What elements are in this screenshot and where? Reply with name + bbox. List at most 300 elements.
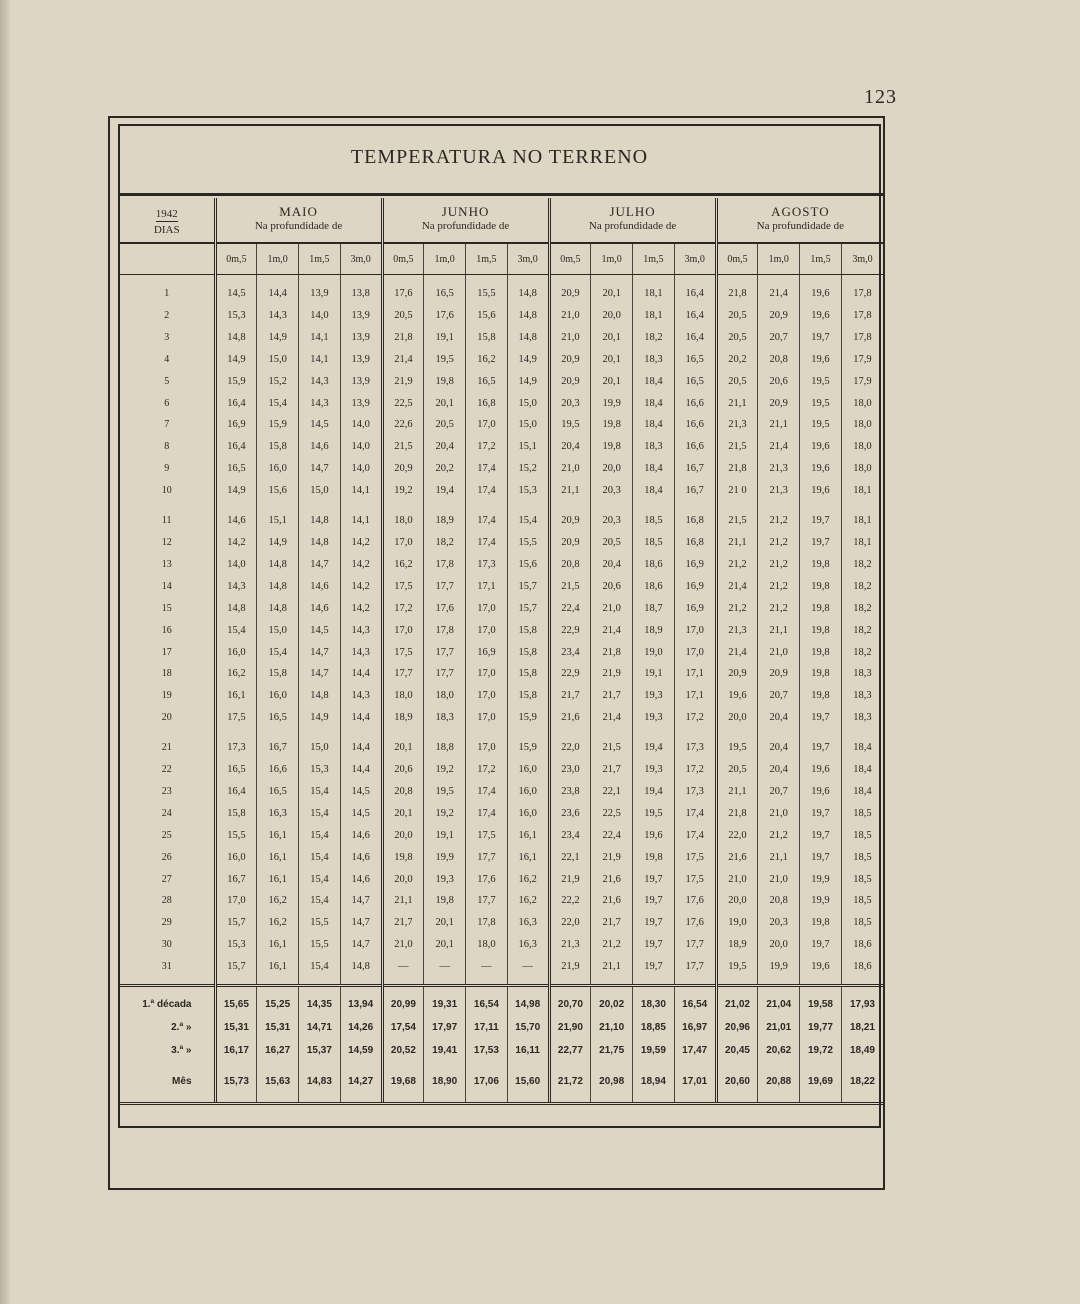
temperature-value: 14,9	[507, 371, 549, 393]
decade-gap	[120, 729, 883, 737]
temperature-value: 19,9	[800, 869, 842, 891]
spacer-cell	[507, 502, 549, 510]
temperature-value: 21,0	[549, 327, 591, 349]
spacer-cell	[674, 275, 716, 284]
temperature-value: 14,9	[257, 532, 299, 554]
temperature-value: 14,7	[340, 912, 382, 934]
temperature-value: 20,0	[591, 458, 633, 480]
temperature-value: 21,01	[758, 1016, 800, 1039]
temperature-value: 14,9	[215, 480, 257, 502]
spacer-cell	[758, 978, 800, 986]
temperature-value: 22,77	[549, 1039, 591, 1062]
temperature-value: 19,6	[800, 458, 842, 480]
temperature-value: 21,90	[549, 1016, 591, 1039]
spacer-cell	[674, 729, 716, 737]
temperature-value: 21,0	[382, 934, 424, 956]
depth-header-cell: 0m,5	[716, 243, 758, 275]
temperature-value: 18,4	[841, 759, 883, 781]
temperature-value: 22,1	[591, 781, 633, 803]
spacer-cell	[800, 729, 842, 737]
temperature-value: 22,9	[549, 663, 591, 685]
temperature-value: 17,0	[466, 685, 508, 707]
temperature-value: 15,7	[507, 598, 549, 620]
temperature-value: 21,9	[549, 869, 591, 891]
depth-header-cell: 3m,0	[841, 243, 883, 275]
temperature-value: 14,6	[299, 598, 341, 620]
temperature-value: 16,5	[674, 371, 716, 393]
day-row	[120, 642, 883, 664]
temperature-value: 16,5	[215, 458, 257, 480]
temperature-value: 18,0	[382, 685, 424, 707]
temperature-value: 22,0	[549, 912, 591, 934]
temperature-value: 21,5	[716, 510, 758, 532]
summary-row	[120, 1016, 883, 1039]
page-number: 123	[864, 86, 897, 108]
day-number: 19	[161, 690, 172, 702]
temperature-value: 20,4	[549, 436, 591, 458]
summary-label: 2.ª »	[171, 1022, 192, 1034]
temperature-value: 19,5	[549, 414, 591, 436]
spacer-cell	[633, 275, 675, 284]
temperature-value: 16,1	[215, 685, 257, 707]
temperature-value: 17,0	[466, 620, 508, 642]
temperature-table	[120, 198, 883, 1105]
spacer-cell	[716, 729, 758, 737]
temperature-value: 17,5	[215, 707, 257, 729]
temperature-value: 17,4	[466, 510, 508, 532]
temperature-value: 17,11	[466, 1016, 508, 1039]
temperature-value: 20,9	[758, 305, 800, 327]
temperature-value: 21,9	[549, 956, 591, 978]
temperature-value: 15,65	[215, 986, 257, 1017]
temperature-value: 20,96	[716, 1016, 758, 1039]
spacer-cell	[549, 729, 591, 737]
depth-header-cell: 1m,5	[299, 243, 341, 275]
day-row	[120, 327, 883, 349]
temperature-value: 20,1	[424, 934, 466, 956]
temperature-value: 19,6	[716, 685, 758, 707]
temperature-value: 22,5	[382, 393, 424, 415]
temperature-value: 13,8	[340, 283, 382, 305]
temperature-value: 21,6	[549, 707, 591, 729]
temperature-value: 18,4	[841, 781, 883, 803]
temperature-value: 13,9	[299, 283, 341, 305]
temperature-value: 14,6	[340, 847, 382, 869]
day-number: 23	[161, 785, 172, 797]
temperature-value: 16,4	[674, 305, 716, 327]
temperature-value: 15,3	[215, 934, 257, 956]
temperature-value: 20,1	[424, 393, 466, 415]
day-number: 21	[161, 742, 172, 754]
temperature-value: 14,98	[507, 986, 549, 1017]
temperature-value: 14,2	[340, 598, 382, 620]
temperature-value: 19,77	[800, 1016, 842, 1039]
month-header-maio: MAIO	[215, 198, 382, 220]
depth-caption: Na profundidade de	[382, 220, 549, 243]
temperature-value: 14,0	[299, 305, 341, 327]
temperature-value: 18,0	[424, 685, 466, 707]
day-number: 3	[164, 331, 170, 343]
temperature-value: 21,5	[382, 436, 424, 458]
temperature-value: 14,26	[340, 1016, 382, 1039]
temperature-value: 22,1	[549, 847, 591, 869]
temperature-value: 15,73	[215, 1062, 257, 1104]
temperature-value: —	[424, 956, 466, 978]
temperature-value: 15,8	[507, 642, 549, 664]
temperature-value: 21,3	[758, 480, 800, 502]
temperature-value: 17,2	[466, 759, 508, 781]
temperature-value: 22,4	[591, 825, 633, 847]
temperature-value: 20,8	[549, 554, 591, 576]
month-header-julho: JULHO	[549, 198, 716, 220]
spacer-cell	[424, 502, 466, 510]
temperature-value: 16,5	[215, 759, 257, 781]
temperature-value: 16,1	[257, 869, 299, 891]
temperature-value: 15,3	[299, 759, 341, 781]
temperature-value: —	[382, 956, 424, 978]
temperature-value: 16,1	[257, 825, 299, 847]
spacer-cell	[549, 275, 591, 284]
temperature-value: 17,5	[674, 847, 716, 869]
day-number: 25	[161, 829, 172, 841]
temperature-value: 14,9	[299, 707, 341, 729]
day-row	[120, 283, 883, 305]
temperature-value: 15,3	[215, 305, 257, 327]
temperature-value: 15,63	[257, 1062, 299, 1104]
temperature-value: 20,8	[758, 349, 800, 371]
temperature-value: 20,0	[591, 305, 633, 327]
temperature-value: 20,99	[382, 986, 424, 1017]
temperature-value: 18,85	[633, 1016, 675, 1039]
spacer-cell	[299, 729, 341, 737]
temperature-value: 23,0	[549, 759, 591, 781]
spacer-cell	[591, 729, 633, 737]
temperature-value: 13,9	[340, 371, 382, 393]
temperature-value: 15,5	[507, 532, 549, 554]
temperature-value: 19,0	[633, 642, 675, 664]
temperature-value: 19,8	[800, 642, 842, 664]
temperature-value: 16,4	[215, 781, 257, 803]
temperature-value: 21,10	[591, 1016, 633, 1039]
temperature-value: 18,4	[841, 737, 883, 759]
temperature-value: 17,3	[674, 781, 716, 803]
temperature-value: 14,4	[340, 737, 382, 759]
temperature-value: 13,94	[340, 986, 382, 1017]
spacer-cell	[800, 978, 842, 986]
temperature-value: 21,8	[716, 458, 758, 480]
temperature-value: 19,5	[633, 803, 675, 825]
temperature-value: 17,9	[841, 349, 883, 371]
page-edge-shadow	[0, 0, 10, 1304]
day-number: 31	[161, 961, 172, 973]
temperature-value: 13,9	[340, 349, 382, 371]
temperature-value: 18,9	[382, 707, 424, 729]
temperature-value: 20,1	[591, 327, 633, 349]
temperature-value: 15,2	[507, 458, 549, 480]
temperature-value: 20,4	[758, 759, 800, 781]
temperature-value: 17,3	[215, 737, 257, 759]
dias-label: DIAS	[153, 224, 180, 236]
temperature-value: 16,2	[466, 349, 508, 371]
temperature-value: 20,4	[758, 737, 800, 759]
temperature-value: 14,7	[299, 554, 341, 576]
temperature-value: 21,2	[758, 598, 800, 620]
temperature-value: 15,6	[257, 480, 299, 502]
temperature-value: 16,27	[257, 1039, 299, 1062]
temperature-value: 16,9	[674, 554, 716, 576]
temperature-value: 19,31	[424, 986, 466, 1017]
day-number: 2	[164, 309, 170, 321]
spacer-cell	[800, 275, 842, 284]
temperature-value: 19,8	[800, 576, 842, 598]
temperature-value: 16,3	[507, 912, 549, 934]
depth-header-cell: 1m,0	[257, 243, 299, 275]
temperature-value: 15,0	[257, 620, 299, 642]
temperature-value: 17,0	[466, 707, 508, 729]
temperature-value: 20,9	[549, 510, 591, 532]
spacer-cell	[507, 978, 549, 986]
temperature-value: 16,0	[257, 458, 299, 480]
temperature-value: 18,4	[633, 458, 675, 480]
temperature-value: 19,9	[800, 890, 842, 912]
temperature-value: 16,1	[257, 956, 299, 978]
depth-header-cell: 0m,5	[215, 243, 257, 275]
temperature-value: 19,8	[800, 620, 842, 642]
spacer-cell	[841, 978, 883, 986]
temperature-value: 18,5	[633, 532, 675, 554]
spacer-cell	[591, 978, 633, 986]
temperature-value: 18,4	[633, 371, 675, 393]
temperature-value: 18,9	[633, 620, 675, 642]
temperature-value: 19,7	[800, 532, 842, 554]
temperature-value: 16,5	[257, 707, 299, 729]
temperature-value: 18,3	[841, 663, 883, 685]
temperature-value: 15,6	[507, 554, 549, 576]
temperature-value: 15,9	[507, 737, 549, 759]
day-row	[120, 371, 883, 393]
temperature-value: 21,04	[758, 986, 800, 1017]
temperature-value: 19,8	[800, 554, 842, 576]
day-number: 5	[164, 375, 170, 387]
spacer-cell	[120, 978, 215, 986]
temperature-value: 20,9	[549, 283, 591, 305]
temperature-value: 15,8	[257, 436, 299, 458]
spacer-cell	[716, 502, 758, 510]
temperature-value: 19,6	[633, 825, 675, 847]
temperature-value: 18,2	[841, 620, 883, 642]
temperature-value: 17,3	[674, 737, 716, 759]
temperature-value: 18,3	[633, 436, 675, 458]
temperature-value: 19,8	[800, 685, 842, 707]
temperature-value: 22,0	[716, 825, 758, 847]
temperature-value: 21,9	[591, 663, 633, 685]
temperature-value: 16,0	[507, 759, 549, 781]
temperature-value: 20,9	[382, 458, 424, 480]
temperature-value: 18,5	[633, 510, 675, 532]
temperature-value: 21,72	[549, 1062, 591, 1104]
temperature-value: 17,0	[466, 414, 508, 436]
day-row	[120, 393, 883, 415]
temperature-value: 20,5	[716, 327, 758, 349]
temperature-value: 21,0	[716, 869, 758, 891]
temperature-value: 19,6	[800, 480, 842, 502]
spacer-cell	[674, 978, 716, 986]
temperature-value: 19,7	[800, 825, 842, 847]
spacer-cell	[299, 978, 341, 986]
temperature-value: 14,0	[215, 554, 257, 576]
temperature-value: 18,0	[841, 458, 883, 480]
temperature-value: 20,5	[716, 371, 758, 393]
temperature-value: 19,8	[591, 436, 633, 458]
temperature-value: 16,5	[257, 781, 299, 803]
temperature-value: 20,3	[549, 393, 591, 415]
temperature-value: 19,7	[633, 956, 675, 978]
temperature-value: 20,9	[549, 532, 591, 554]
spacer-cell	[758, 502, 800, 510]
spacer-cell	[120, 275, 215, 284]
day-number: 16	[161, 624, 172, 636]
temperature-value: 21,5	[549, 576, 591, 598]
temperature-value: 17,1	[674, 685, 716, 707]
temperature-value: 18,5	[841, 890, 883, 912]
summary-label: 3.ª »	[171, 1045, 192, 1057]
temperature-value: 19,8	[800, 598, 842, 620]
day-number: 7	[164, 419, 170, 431]
temperature-value: 19,7	[800, 803, 842, 825]
temperature-value: 19,6	[800, 956, 842, 978]
temperature-value: 21,1	[758, 414, 800, 436]
temperature-value: 16,2	[257, 890, 299, 912]
temperature-value: 14,8	[215, 327, 257, 349]
day-row	[120, 912, 883, 934]
temperature-value: 17,4	[466, 458, 508, 480]
temperature-value: 17,8	[841, 283, 883, 305]
day-number: 1	[164, 288, 170, 299]
temperature-value: 17,6	[674, 890, 716, 912]
temperature-value: 20,1	[591, 283, 633, 305]
temperature-value: 21,2	[716, 554, 758, 576]
depth-header-cell: 3m,0	[507, 243, 549, 275]
temperature-value: 20,6	[382, 759, 424, 781]
temperature-value: 19,5	[424, 781, 466, 803]
month-header-agosto: AGOSTO	[716, 198, 883, 220]
summary-label: 1.ª década	[120, 986, 215, 1017]
temperature-value: 18,8	[424, 737, 466, 759]
spacer-cell	[841, 729, 883, 737]
spacer-cell	[549, 978, 591, 986]
day-number: 6	[164, 397, 170, 409]
temperature-value: 18,3	[841, 685, 883, 707]
temperature-value: 14,8	[257, 554, 299, 576]
day-row	[120, 349, 883, 371]
spacer-cell	[507, 275, 549, 284]
temperature-value: 22,0	[549, 737, 591, 759]
temperature-value: 20,5	[424, 414, 466, 436]
temperature-value: 21,3	[716, 414, 758, 436]
temperature-value: 14,1	[340, 510, 382, 532]
temperature-value: 21,2	[758, 825, 800, 847]
temperature-value: 19,7	[800, 510, 842, 532]
day-number: 4	[164, 353, 170, 365]
temperature-value: 19,9	[424, 847, 466, 869]
temperature-value: 21,6	[716, 847, 758, 869]
depth-header-cell: 3m,0	[340, 243, 382, 275]
temperature-value: 20,8	[758, 890, 800, 912]
temperature-value: 20,52	[382, 1039, 424, 1062]
temperature-value: 18,3	[633, 349, 675, 371]
temperature-value: 20,60	[716, 1062, 758, 1104]
temperature-value: 16,5	[466, 371, 508, 393]
day-number: 22	[161, 764, 172, 776]
temperature-value: 14,7	[299, 642, 341, 664]
year-label: 1942	[155, 208, 178, 220]
temperature-value: 18,1	[633, 305, 675, 327]
temperature-value: 19,2	[424, 803, 466, 825]
temperature-value: 16,7	[215, 869, 257, 891]
temperature-value: 18,2	[841, 554, 883, 576]
day-row	[120, 414, 883, 436]
temperature-value: 21,02	[716, 986, 758, 1017]
temperature-value: 21,2	[758, 532, 800, 554]
day-number: 30	[161, 939, 172, 951]
temperature-value: 18,9	[424, 510, 466, 532]
temperature-value: 17,9	[841, 371, 883, 393]
temperature-value: 13,9	[340, 327, 382, 349]
temperature-value: 19,7	[800, 707, 842, 729]
temperature-value: 21,7	[382, 912, 424, 934]
temperature-value: 18,0	[841, 414, 883, 436]
temperature-value: 17,0	[382, 532, 424, 554]
temperature-value: 20,3	[758, 912, 800, 934]
temperature-value: 19,4	[633, 737, 675, 759]
day-row	[120, 598, 883, 620]
spacer-cell	[120, 502, 215, 510]
dias-header	[120, 198, 215, 243]
temperature-value: 14,6	[299, 436, 341, 458]
spacer-cell	[507, 729, 549, 737]
temperature-value: 15,70	[507, 1016, 549, 1039]
spacer-cell	[340, 978, 382, 986]
temperature-value: 19,41	[424, 1039, 466, 1062]
temperature-value: 14,2	[340, 532, 382, 554]
temperature-value: 16,11	[507, 1039, 549, 1062]
temperature-value: 19,0	[716, 912, 758, 934]
temperature-value: 17,5	[466, 825, 508, 847]
temperature-value: 20,3	[591, 510, 633, 532]
temperature-value: 21,8	[716, 283, 758, 305]
temperature-value: 17,0	[466, 737, 508, 759]
temperature-value: 16,9	[674, 576, 716, 598]
temperature-value: 15,4	[299, 781, 341, 803]
temperature-value: 16,4	[215, 393, 257, 415]
temperature-value: 17,01	[674, 1062, 716, 1104]
temperature-value: 19,72	[800, 1039, 842, 1062]
temperature-value: 16,7	[257, 737, 299, 759]
spacer-cell	[466, 502, 508, 510]
temperature-value: 18,4	[633, 393, 675, 415]
temperature-value: 18,1	[841, 532, 883, 554]
temperature-value: 17,6	[466, 869, 508, 891]
temperature-value: 19,6	[800, 759, 842, 781]
temperature-value: 19,6	[800, 349, 842, 371]
temperature-value: 18,6	[633, 576, 675, 598]
temperature-value: 18,94	[633, 1062, 675, 1104]
day-number: 24	[161, 807, 172, 819]
temperature-value: 14,4	[340, 663, 382, 685]
temperature-value: 18,5	[841, 803, 883, 825]
temperature-value: 16,3	[507, 934, 549, 956]
temperature-value: 20,1	[382, 737, 424, 759]
